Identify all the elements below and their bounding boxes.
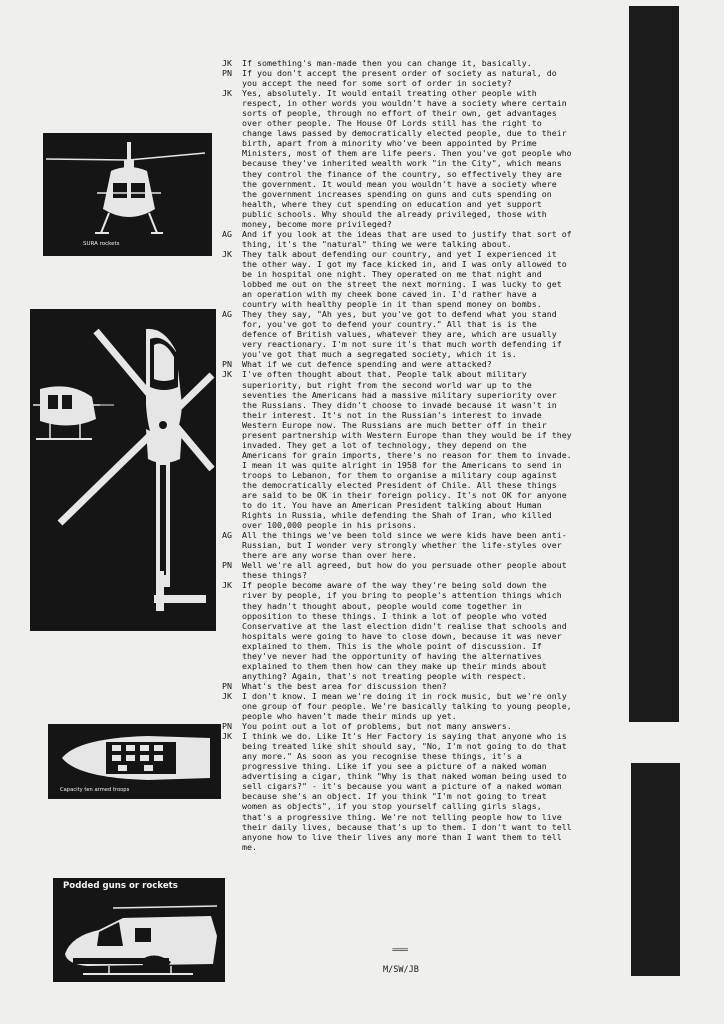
interview-entry (222, 681, 574, 691)
speaker-text: Yes, absolutely. It would entail treating other people with respect, in other words you wouldn't have a society where certain sorts of people, through no effort of their own, get advantages over other people. The House Of Lords still has the right to change laws passed by democratically elected people, due to their birth, apart from a minority who've been appointed by Prime Ministers, most of them are life peers. Then you've got people who because they've inherited wealth work "in the City", which means they control the finance of the country, so effectively they are the government. It would mean you wouldn't have a society where the government increases spending on guns and cuts spending on health, where they cut spending on education and yet support public schools. Why should the already privileged, those with money, become more privileged? (242, 88, 572, 229)
interview-entry (222, 691, 574, 721)
interview-entry (222, 88, 574, 229)
speaker-text: If you don't accept the present order of society as natural, do you accept the need for some sort of order in society? (242, 68, 557, 89)
speaker-text: I don't know. I mean we're doing it in rock music, but we're only one group of four people. We're basically talking to young people, people who haven't made their minds up yet. (242, 690, 572, 722)
speaker-initials: PN (222, 359, 232, 370)
interview-entry (222, 309, 574, 359)
speaker-initials: PN (222, 680, 232, 691)
speaker-initials: JK (222, 690, 232, 701)
helicopter-top-icon (30, 309, 216, 631)
interview-entry (222, 68, 574, 88)
speaker-text: They they say, "Ah yes, but you've got to defend what you stand for, you've got to defend your country." All that is is the defence of British values, whatever they are, which are usually very reactionary. I'm not sure it's that much worth defending if you've got that much a segregated society, which it is. (242, 309, 562, 360)
reference-code: M/SW/JB (383, 965, 419, 975)
black-column-bar-lower (631, 763, 680, 976)
speaker-text: I think we do. Like It's Her Factory is saying that anyone who is being treated like shit should say, "No, I'm not going to do that any more." As soon as you recognise these things, it's a progressive thing. Like if you see a picture of a naked woman advertising a cigar, think "Why is that naked woman being used to sell cigars?" - it's because you want a picture of a naked woman because she's an object. If you think "I'm not going to treat women as objects", if you stop yourself calling girls slags, that's a progressive thing. We're not telling people how to live their daily lives, because that's up to them. I don't want to tell anyone how to live their lives any more than I want them to tell me. (242, 731, 572, 852)
speaker-initials: PN (222, 68, 232, 79)
speaker-initials: JK (222, 731, 232, 742)
speaker-text: They talk about defending our country, and yet I experienced it the other way. I got my face kicked in, and I was only allowed to be in hospital one night. They operated on me that night and lobbed me out on the street the next morning. I was lucky to get an operation with my cheek bone caved in. I'd rather have a country with healthy people in it than spend money on bombs. (242, 248, 567, 310)
speaker-initials: JK (222, 248, 232, 259)
figure-caption-troops: Capacity ten armed troops (60, 787, 130, 793)
speaker-initials: PN (222, 721, 232, 732)
speaker-initials: AG (222, 530, 232, 541)
speaker-initials: JK (222, 580, 232, 591)
speaker-text: Well we're all agreed, but how do you persuade other people about these things? (242, 560, 567, 581)
troop-capacity-figure (48, 724, 221, 799)
speaker-initials: PN (222, 560, 232, 571)
speaker-text: What's the best area for discussion then? (242, 680, 447, 691)
interview-entry (222, 369, 574, 530)
speaker-text: If something's man-made then you can change it, basically. (242, 58, 532, 68)
figure-caption-sura: SURA rockets (83, 241, 120, 247)
black-column-bar-upper (629, 6, 679, 722)
speaker-initials: JK (222, 369, 232, 380)
speaker-text: If people become aware of the way they're being sold down the river by people, if you bring to people's attention things which they hadn't thought about, people would come together in opposition to these things. I think a lot of people who voted Conservative at the last election didn't realise that schools and hospitals were going to have to close down, because it was never explained to them. This is the whole point of discussion. If they've never had the opportunity of having the alternatives explained to them then how can they make up their minds about anything? Again, that's not treating people with respect. (242, 580, 567, 681)
speaker-text: What if we cut defence spending and were attacked? (242, 359, 492, 370)
podded-guns-figure (53, 878, 225, 982)
speaker-text: You point out a lot of problems, but not many answers. (242, 721, 512, 732)
speaker-text: And if you look at the ideas that are used to justify that sort of thing, it's the "natural" thing we were talking about. (242, 228, 572, 249)
speaker-text: All the things we've been told since we were kids have been anti-Russian, but I wonder very strongly whether the life-styles over there are any worse than over here. (242, 530, 567, 561)
speaker-initials: JK (222, 88, 232, 99)
interview-entry (222, 530, 574, 560)
helicopter-side-icon (53, 878, 225, 982)
helicopter-front-icon (43, 133, 212, 256)
speaker-initials: JK (222, 58, 232, 68)
helicopter-top-view-figure (30, 309, 216, 631)
interview-entry (222, 249, 574, 309)
interview-transcript (222, 58, 574, 852)
interview-entry (222, 731, 574, 852)
speaker-initials: AG (222, 228, 232, 239)
figure-caption-podded: Podded guns or rockets (63, 881, 178, 891)
interview-entry (222, 560, 574, 580)
interview-entry (222, 580, 574, 680)
helicopter-front-view-figure (43, 133, 212, 256)
interview-entry (222, 359, 574, 369)
speaker-text: I've often thought about that. People talk about military superiority, but right from the second world war up to the seventies the Americans had a massive military superiority over the Russians. They didn't choose to invade because it wasn't in their interest. It's not in the Russian's interest to invade Western Europe now. The Russians are much better off in their present partnership with Western Europe than they would be if they invaded. They get a lot of technology, they depend on the Americans for grain imports, there's no reason for them to invade. I mean it was quite alright in 1958 for the Americans to send in troops to Lebanon, for them to organise a military coup against the democratically elected President of Chile. All these things are said to be OK in their foreign policy. It's not OK for anyone to do it. You have an American President talking about Human Rights in Russia, while defending the Shah of Iran, who killed over 100,000 people in his prisons. (242, 369, 572, 531)
speaker-initials: AG (222, 309, 232, 320)
interview-entry (222, 229, 574, 249)
interview-entry (222, 58, 574, 68)
section-separator: ==== (392, 945, 408, 954)
interview-entry (222, 721, 574, 731)
